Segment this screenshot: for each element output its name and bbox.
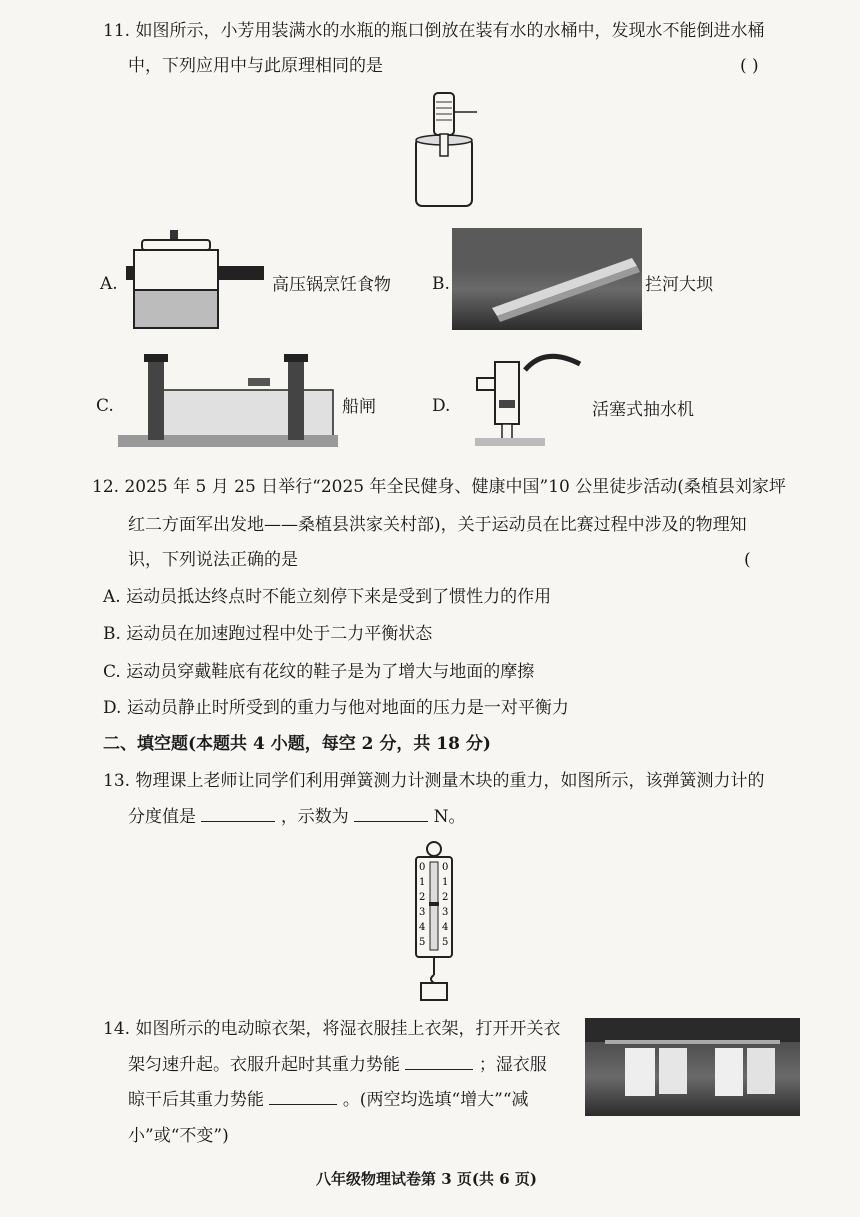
q11-option-c-caption: 船闸 — [342, 397, 376, 417]
q14-text-a: 架匀速升起。衣服升起时其重力势能 — [128, 1055, 400, 1075]
q14-text-b: ；湿衣服 — [478, 1055, 547, 1075]
q13-text-a: 分度值是 — [128, 807, 196, 827]
section-2-heading: 二、填空题(本题共 4 小题，每空 2 分，共 18 分) — [103, 734, 491, 754]
q11-option-a-letter: A. — [100, 274, 118, 294]
piston-pump-image — [455, 352, 585, 450]
q13-text-c: N。 — [433, 807, 466, 827]
q12-line2: 红二方面军出发地——桑植县洪家关村部)，关于运动员在比赛过程中涉及的物理知 — [128, 515, 747, 535]
q12-line3: 识，下列说法正确的是 — [128, 550, 298, 570]
q14-blank-1[interactable] — [405, 1053, 473, 1070]
q13-text-b: ，示数为 — [280, 807, 349, 827]
q13-line2 — [128, 805, 466, 828]
q14-line4: 小”或“不变”) — [128, 1126, 229, 1146]
q14-text-c: 晾干后其重力势能 — [128, 1090, 264, 1110]
q11-answer-paren: ( ) — [740, 56, 759, 76]
scale-right-label-2: 2 — [442, 892, 449, 903]
scale-right-label-0: 0 — [442, 862, 449, 873]
q12-answer-paren: ( — [744, 550, 751, 570]
q12-line1: 12. 2025 年 5 月 25 日举行“2025 年全民健身、健康中国”10 公里徒步活动(桑植县刘家坪 — [92, 477, 786, 497]
q12-option-a: A. 运动员抵达终点时不能立刻停下来是受到了惯性力的作用 — [103, 587, 552, 607]
q14-line3 — [128, 1088, 529, 1111]
q11-option-d-letter: D. — [432, 396, 451, 416]
scale-right-label-3: 3 — [442, 907, 449, 918]
q11-line1: 11. 如图所示，小芳用装满水的水瓶的瓶口倒放在装有水的水桶中，发现水不能倒进水桶 — [103, 21, 765, 41]
q11-option-b-letter: B. — [432, 274, 450, 294]
q14-line2 — [128, 1053, 547, 1076]
q11-option-c-letter: C. — [96, 396, 114, 416]
bottle-bucket-figure — [405, 90, 485, 210]
clothes-rack-photo — [585, 1018, 800, 1116]
dam-photo — [452, 228, 642, 330]
q12-option-c: C. 运动员穿戴鞋底有花纹的鞋子是为了增大与地面的摩擦 — [103, 662, 535, 682]
q12-option-b: B. 运动员在加速跑过程中处于二力平衡状态 — [103, 624, 433, 644]
q11-option-a-caption: 高压锅烹饪食物 — [272, 275, 391, 295]
q11-line2: 中，下列应用中与此原理相同的是 — [128, 56, 383, 76]
scale-left-label-3: 3 — [419, 907, 426, 918]
q14-blank-2[interactable] — [269, 1088, 337, 1105]
q11-option-b-caption: 拦河大坝 — [645, 275, 713, 295]
scale-right-label-5: 5 — [442, 937, 449, 948]
q13-blank-reading[interactable] — [354, 805, 428, 822]
q11-option-d-caption: 活塞式抽水机 — [592, 400, 694, 420]
scale-left-label-1: 1 — [419, 877, 426, 888]
q13-line1: 13. 物理课上老师让同学们利用弹簧测力计测量木块的重力，如图所示，该弹簧测力计的 — [103, 771, 765, 791]
scale-right-label-1: 1 — [442, 877, 449, 888]
scale-left-label-0: 0 — [419, 862, 426, 873]
scale-right-label-4: 4 — [442, 922, 449, 933]
q12-option-d: D. 运动员静止时所受到的重力与他对地面的压力是一对平衡力 — [103, 698, 569, 718]
spring-scale-figure — [410, 840, 460, 1002]
scale-left-label-4: 4 — [419, 922, 426, 933]
scale-left-label-5: 5 — [419, 937, 426, 948]
pressure-cooker-image — [120, 228, 270, 333]
ship-lock-image — [118, 350, 338, 450]
scale-left-label-2: 2 — [419, 892, 426, 903]
q14-text-d: 。(两空均选填“增大”“减 — [342, 1090, 529, 1110]
q14-line1: 14. 如图所示的电动晾衣架，将湿衣服挂上衣架，打开开关衣 — [103, 1019, 561, 1039]
page-footer: 八年级物理试卷第 3 页(共 6 页) — [316, 1170, 537, 1188]
q13-blank-division[interactable] — [201, 805, 275, 822]
